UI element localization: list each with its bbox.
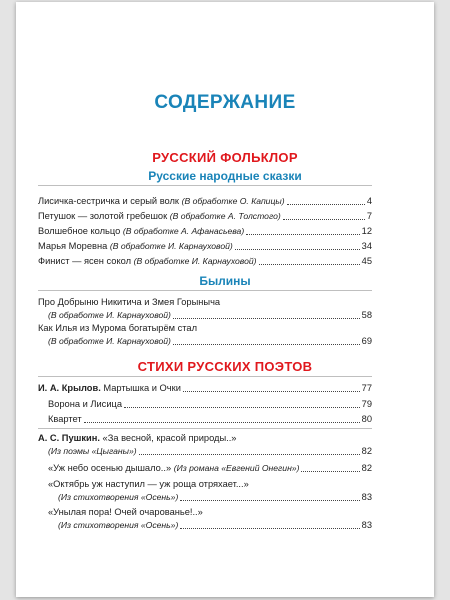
page-number: 34 [361,241,372,251]
section-heading-poems: СТИХИ РУССКИХ ПОЭТОВ [137,359,313,374]
leader-dots [259,264,360,265]
entry-note: (Из стихотворения «Осень») [58,520,179,530]
page-number: 69 [361,336,372,346]
leader-dots [246,234,359,235]
leader-dots [180,500,359,501]
leader-dots [301,471,359,472]
page-number: 79 [361,399,372,409]
entry-note: (В обработке И. Карнауховой) [48,310,171,320]
page-number: 7 [366,211,372,221]
toc-entry[interactable] [58,519,372,532]
page-number: 4 [366,196,372,206]
toc-entry[interactable] [48,413,372,426]
entry-note: (В обработке И. Карнауховой) [109,241,233,251]
entry-title: Ворона и Лисица [48,399,123,409]
leader-dots [283,219,365,220]
page-number: 77 [361,383,372,393]
toc-entry[interactable] [48,398,372,411]
entry-title: Квартет [48,414,82,424]
leader-dots [235,249,360,250]
entry-note: (В обработке О. Капицы) [181,196,285,206]
leader-dots [287,204,365,205]
entry-note: (В обработке А. Толстого) [169,211,281,221]
leader-dots [183,391,360,392]
entry-title[interactable]: Как Илья из Мурома богатырём стал [38,323,198,333]
entry-note: (В обработке И. Карнауховой) [133,256,257,266]
entry-title: Марья Моревна [38,241,108,251]
leader-dots [180,528,359,529]
entry-title[interactable]: «Октябрь уж наступил — уж роща отряхает...» [48,479,249,489]
entry-note: (Из поэмы «Цыганы») [48,446,137,456]
divider [38,376,372,377]
entry-title: Лисичка-сестричка и серый волк [38,196,179,206]
author-name: И. А. Крылов. [38,383,101,393]
page-number: 83 [361,492,372,502]
leader-dots [124,407,360,408]
toc-entry[interactable] [38,382,372,395]
leader-dots [84,422,360,423]
entry-title: Финист — ясен сокол [38,256,132,266]
entry-note: (Из романа «Евгений Онегин») [173,463,300,473]
leader-dots [173,318,360,319]
page-number: 82 [361,446,372,456]
toc-entry[interactable] [38,195,372,208]
toc-entry[interactable] [38,210,372,223]
page-number: 80 [361,414,372,424]
page-number: 12 [361,226,372,236]
toc-entry[interactable] [58,491,372,504]
entry-title: «Уж небо осенью дышало..» [48,463,172,473]
divider [38,290,372,291]
entry-title: Волшебное кольцо [38,226,121,236]
toc-entry[interactable] [48,462,372,475]
toc-entry[interactable] [48,335,372,348]
toc-entry[interactable] [38,255,372,268]
entry-title: «За весной, красой природы..» [102,433,237,443]
book-page [16,2,434,597]
entry-note: (В обработке И. Карнауховой) [48,336,171,346]
divider [38,428,372,429]
entry-note: (Из стихотворения «Осень») [58,492,179,502]
toc-entry[interactable] [38,432,236,445]
leader-dots [173,344,360,345]
entry-title: Мартышка и Очки [103,383,181,393]
page-number: 45 [361,256,372,266]
entry-title[interactable]: Про Добрыню Никитича и Змея Горыныча [38,297,221,307]
toc-entry[interactable] [38,240,372,253]
author-name: А. С. Пушкин. [38,433,100,443]
toc-entry[interactable] [48,309,372,322]
subsection-heading-byliny: Былины [199,274,251,288]
divider [38,185,372,186]
page-number: 83 [361,520,372,530]
entry-title[interactable]: «Унылая пора! Очей очарованье!..» [48,507,203,517]
entry-note: (В обработке А. Афанасьева) [122,226,245,236]
subsection-heading-tales: Русские народные сказки [148,169,302,183]
leader-dots [139,454,360,455]
page-title: СОДЕРЖАНИЕ [154,92,296,113]
toc-entry[interactable] [48,445,372,458]
section-heading-folklore: РУССКИЙ ФОЛЬКЛОР [152,150,298,165]
toc-entry[interactable] [38,225,372,238]
page-number: 58 [361,310,372,320]
page-number: 82 [361,463,372,473]
entry-title: Петушок — золотой гребешок [38,211,168,221]
